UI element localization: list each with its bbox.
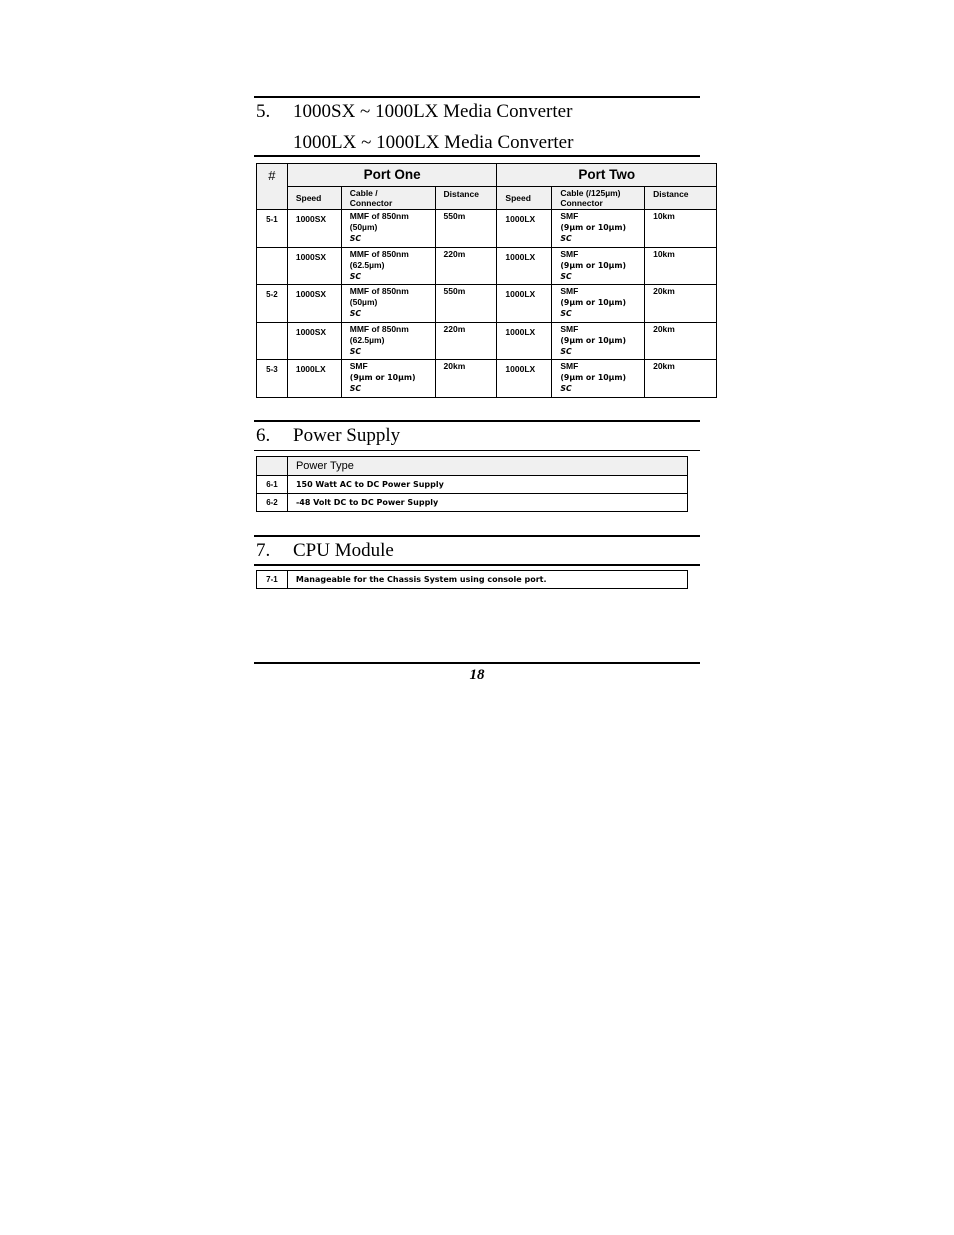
port-two-header: Port Two bbox=[497, 164, 717, 187]
power-type-value: 150 Watt AC to DC Power Supply bbox=[287, 476, 687, 494]
converter-table bbox=[256, 163, 717, 398]
port-two-cable bbox=[552, 323, 645, 360]
connector-type: SC bbox=[349, 272, 362, 281]
port-two-distance: 20km bbox=[645, 285, 717, 323]
connector-type: SC bbox=[349, 234, 362, 243]
distance-header: Distance bbox=[435, 187, 497, 210]
cable-type: MMF of 850nm bbox=[349, 249, 409, 259]
connector-type: SC bbox=[349, 347, 362, 356]
row-id: 5-3 bbox=[257, 360, 288, 398]
port-one-cable bbox=[341, 248, 435, 285]
connector-type: SC bbox=[560, 347, 572, 356]
row-id bbox=[257, 323, 288, 360]
connector-type: SC bbox=[349, 384, 362, 393]
section-5-heading bbox=[256, 101, 572, 123]
port-two-distance: 20km bbox=[645, 360, 717, 398]
port-one-speed: 1000SX bbox=[287, 285, 341, 323]
port-one-speed: 1000SX bbox=[287, 323, 341, 360]
cpu-module-row bbox=[257, 571, 688, 589]
port-two-cable bbox=[552, 248, 645, 285]
cable-core: (9µm or 10µm) bbox=[560, 298, 627, 307]
port-one-speed: 1000LX bbox=[287, 360, 341, 398]
cable-core: (50µm) bbox=[349, 297, 378, 307]
port-one-cable bbox=[341, 285, 435, 323]
section-6-title: Power Supply bbox=[293, 425, 401, 446]
cable-core: (62.5µm) bbox=[349, 335, 385, 345]
connector-type: SC bbox=[560, 384, 572, 393]
cable-type: SMF bbox=[560, 361, 579, 371]
section-7-rule-top bbox=[254, 535, 700, 537]
section-7-number: 7. bbox=[256, 540, 271, 561]
port-two-cable bbox=[552, 360, 645, 398]
row-id: 7-1 bbox=[257, 571, 288, 589]
cpu-module-value: Manageable for the Chassis System using console port. bbox=[287, 571, 687, 589]
cable-type: SMF bbox=[560, 211, 579, 221]
cable-header-line2: Connector bbox=[349, 198, 393, 208]
power-supply-row bbox=[257, 494, 688, 512]
power-blank-cell bbox=[257, 457, 288, 476]
port-one-distance: 220m bbox=[435, 248, 497, 285]
cable-core: (62.5µm) bbox=[349, 260, 385, 270]
section-6-rule-bottom bbox=[254, 450, 700, 451]
port-two-speed: 1000LX bbox=[497, 360, 552, 398]
port-two-distance: 20km bbox=[645, 323, 717, 360]
port-one-distance: 220m bbox=[435, 323, 497, 360]
port-two-speed: 1000LX bbox=[497, 210, 552, 248]
port-one-header: Port One bbox=[287, 164, 497, 187]
section-5-title-line1: 1000SX ~ 1000LX Media Converter bbox=[293, 101, 573, 122]
row-id: 6-1 bbox=[257, 476, 288, 494]
port-one-distance: 550m bbox=[435, 285, 497, 323]
section-5-title-line2: 1000LX ~ 1000LX Media Converter bbox=[293, 132, 574, 153]
connector-type: SC bbox=[560, 234, 572, 243]
port-one-distance: 20km bbox=[435, 360, 497, 398]
row-id: 6-2 bbox=[257, 494, 288, 512]
section-7-title: CPU Module bbox=[293, 540, 394, 561]
row-id: 5-1 bbox=[257, 210, 288, 248]
port-one-cable bbox=[341, 360, 435, 398]
port-one-distance: 550m bbox=[435, 210, 497, 248]
port-one-cable bbox=[341, 210, 435, 248]
cpu-module-table bbox=[256, 570, 688, 589]
section-6-rule-top bbox=[254, 420, 700, 422]
cable-header-line1: Cable / bbox=[349, 188, 378, 198]
section-7-heading bbox=[256, 540, 394, 562]
distance-header-two: Distance bbox=[645, 187, 717, 210]
port-one-cable bbox=[341, 323, 435, 360]
footer-rule bbox=[254, 662, 700, 664]
cable-core: (9µm or 10µm) bbox=[560, 336, 627, 345]
section-6-heading bbox=[256, 425, 400, 447]
connector-type: SC bbox=[560, 272, 572, 281]
section-5-underline bbox=[254, 155, 700, 157]
cable-type: SMF bbox=[560, 286, 579, 296]
section-6-number: 6. bbox=[256, 425, 271, 446]
cable-type: SMF bbox=[560, 324, 579, 334]
speed-header: Speed bbox=[287, 187, 341, 210]
cable-type: SMF bbox=[560, 249, 579, 259]
port-two-speed: 1000LX bbox=[497, 248, 552, 285]
row-id: 5-2 bbox=[257, 285, 288, 323]
port-two-cable bbox=[552, 285, 645, 323]
section-5-number: 5. bbox=[256, 101, 271, 122]
cable-core: (9µm or 10µm) bbox=[349, 373, 416, 382]
power-supply-row bbox=[257, 476, 688, 494]
power-type-header: Power Type bbox=[287, 457, 687, 476]
row-id bbox=[257, 248, 288, 285]
connector-type: SC bbox=[560, 309, 572, 318]
port-two-distance: 10km bbox=[645, 210, 717, 248]
port-one-speed: 1000SX bbox=[287, 248, 341, 285]
port-two-speed: 1000LX bbox=[497, 285, 552, 323]
cable-header-two-line1: Cable (/125µm) bbox=[560, 188, 621, 198]
cable-core: (9µm or 10µm) bbox=[560, 261, 627, 270]
cable-core: (50µm) bbox=[349, 222, 378, 232]
port-two-distance: 10km bbox=[645, 248, 717, 285]
cable-type: SMF bbox=[349, 361, 368, 371]
cable-core: (9µm or 10µm) bbox=[560, 223, 627, 232]
converter-row bbox=[257, 248, 717, 285]
cable-type: MMF of 850nm bbox=[349, 286, 409, 296]
port-two-speed: 1000LX bbox=[497, 323, 552, 360]
converter-row bbox=[257, 285, 717, 323]
converter-row bbox=[257, 210, 717, 248]
cable-type: MMF of 850nm bbox=[349, 211, 409, 221]
top-rule bbox=[254, 96, 700, 98]
cable-connector-header-two bbox=[552, 187, 645, 210]
converter-row bbox=[257, 360, 717, 398]
section-7-rule-bottom bbox=[254, 564, 700, 566]
cable-connector-header bbox=[341, 187, 435, 210]
cable-header-two-line2: Connector bbox=[560, 198, 603, 208]
page-number: 18 bbox=[469, 667, 485, 683]
port-two-cable bbox=[552, 210, 645, 248]
connector-type: SC bbox=[349, 309, 362, 318]
port-one-speed: 1000SX bbox=[287, 210, 341, 248]
cable-type: MMF of 850nm bbox=[349, 324, 409, 334]
speed-header-two: Speed bbox=[497, 187, 552, 210]
power-supply-table bbox=[256, 456, 688, 512]
power-type-value: -48 Volt DC to DC Power Supply bbox=[287, 494, 687, 512]
cable-core: (9µm or 10µm) bbox=[560, 373, 627, 382]
hash-header: # bbox=[257, 164, 288, 210]
converter-row bbox=[257, 323, 717, 360]
